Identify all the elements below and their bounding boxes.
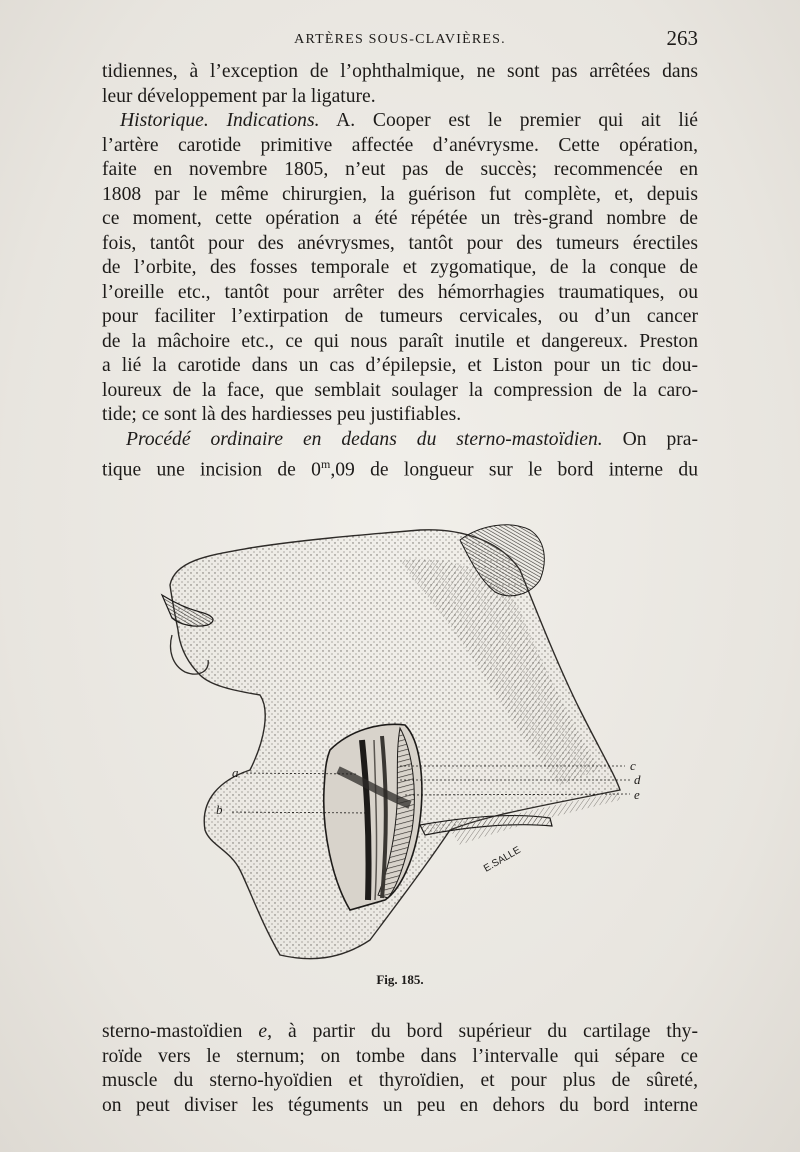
text-line: loureux de la face, que semblait soulager la compression de la caro- [102,379,698,401]
text-line: on peut diviser les téguments un peu en dehors du bord interne [102,1094,698,1116]
text-line: roïde vers le sternum; on tombe dans l’intervalle qui sépare ce [102,1045,698,1067]
text-line: de la mâchoire etc., ce qui nous paraît inutile et dangereux. Preston [102,330,698,352]
text-line: muscle du sterno-hyoïdien et thyroïdien, et pour plus de sûreté, [102,1070,698,1091]
figure-label-b: b [216,802,223,817]
procede-paragraph-start [102,428,698,453]
unit-superscript: m [320,457,331,471]
body-text-top [102,60,699,481]
text-line: leur développement par la ligature. [102,85,376,107]
text-line [102,1020,698,1045]
text-line: tide; ce sont là des hardiesses peu justifiables. [102,404,462,425]
engraver-signature: E.SALLE [482,844,523,875]
text-run: tique une incision de 0 [102,459,321,481]
figure-label-c: c [630,758,636,773]
procede-heading: Procédé ordinaire en dedans du sterno-mastoïdien. [126,428,603,450]
figure-label-d: d [634,772,641,787]
incision-line [102,452,699,481]
text-line: a lié la carotide dans un cas d’épilepsie, et Liston pour un tic dou- [102,355,698,376]
text-line: de l’orbite, des fosses temporale et zygomatique, de la conque de [102,257,698,278]
neck-dissection-illustration [100,500,700,970]
text-line: fois, tantôt pour des anévrysmes, tantôt pour des tumeurs érectiles [102,232,698,254]
text-run: ,09 de longueur sur le bord interne du [330,459,699,481]
text-run: à partir du bord supérieur du cartilage thy- [271,1021,698,1042]
body-text-bottom [102,1020,698,1118]
text-line: l’oreille etc., tantôt pour arrêter des hémorrhagies traumatiques, ou [102,281,698,303]
muscle-letter: e, [258,1021,272,1042]
figure-caption: Fig. 185. [376,972,424,987]
text-run: On pra- [602,428,698,450]
text-line: l’artère carotide primitive affectée d’anévrysme. Cette opération, [102,134,698,156]
anatomical-figure [100,500,700,970]
text-line: 1808 par le même chirurgien, la guérison fut complète, et, depuis [102,183,698,205]
text-line: ce moment, cette opération a été répétée un très-grand nombre de [102,208,698,229]
page-header [100,26,700,52]
historique-paragraph-start [102,109,698,134]
page-number: 263 [666,26,698,50]
historique-heading: Historique. Indications. [120,110,320,131]
figure-label-e: e [634,787,640,802]
running-title: ARTÈRES SOUS-CLAVIÈRES. [294,32,506,47]
figure-label-a: a [232,765,239,780]
text-run: sterno-mastoïdien [102,1021,259,1042]
text-line: tidiennes, à l’exception de l’ophthalmique, ne sont pas arrêtées dans [102,61,698,82]
text-line: pour faciliter l’extirpation de tumeurs cervicales, ou d’un cancer [102,306,698,327]
text-line: faite en novembre 1805, n’eut pas de succès; recommencée en [102,159,698,180]
text-run: A. Cooper est le premier qui ait lié [319,110,698,131]
